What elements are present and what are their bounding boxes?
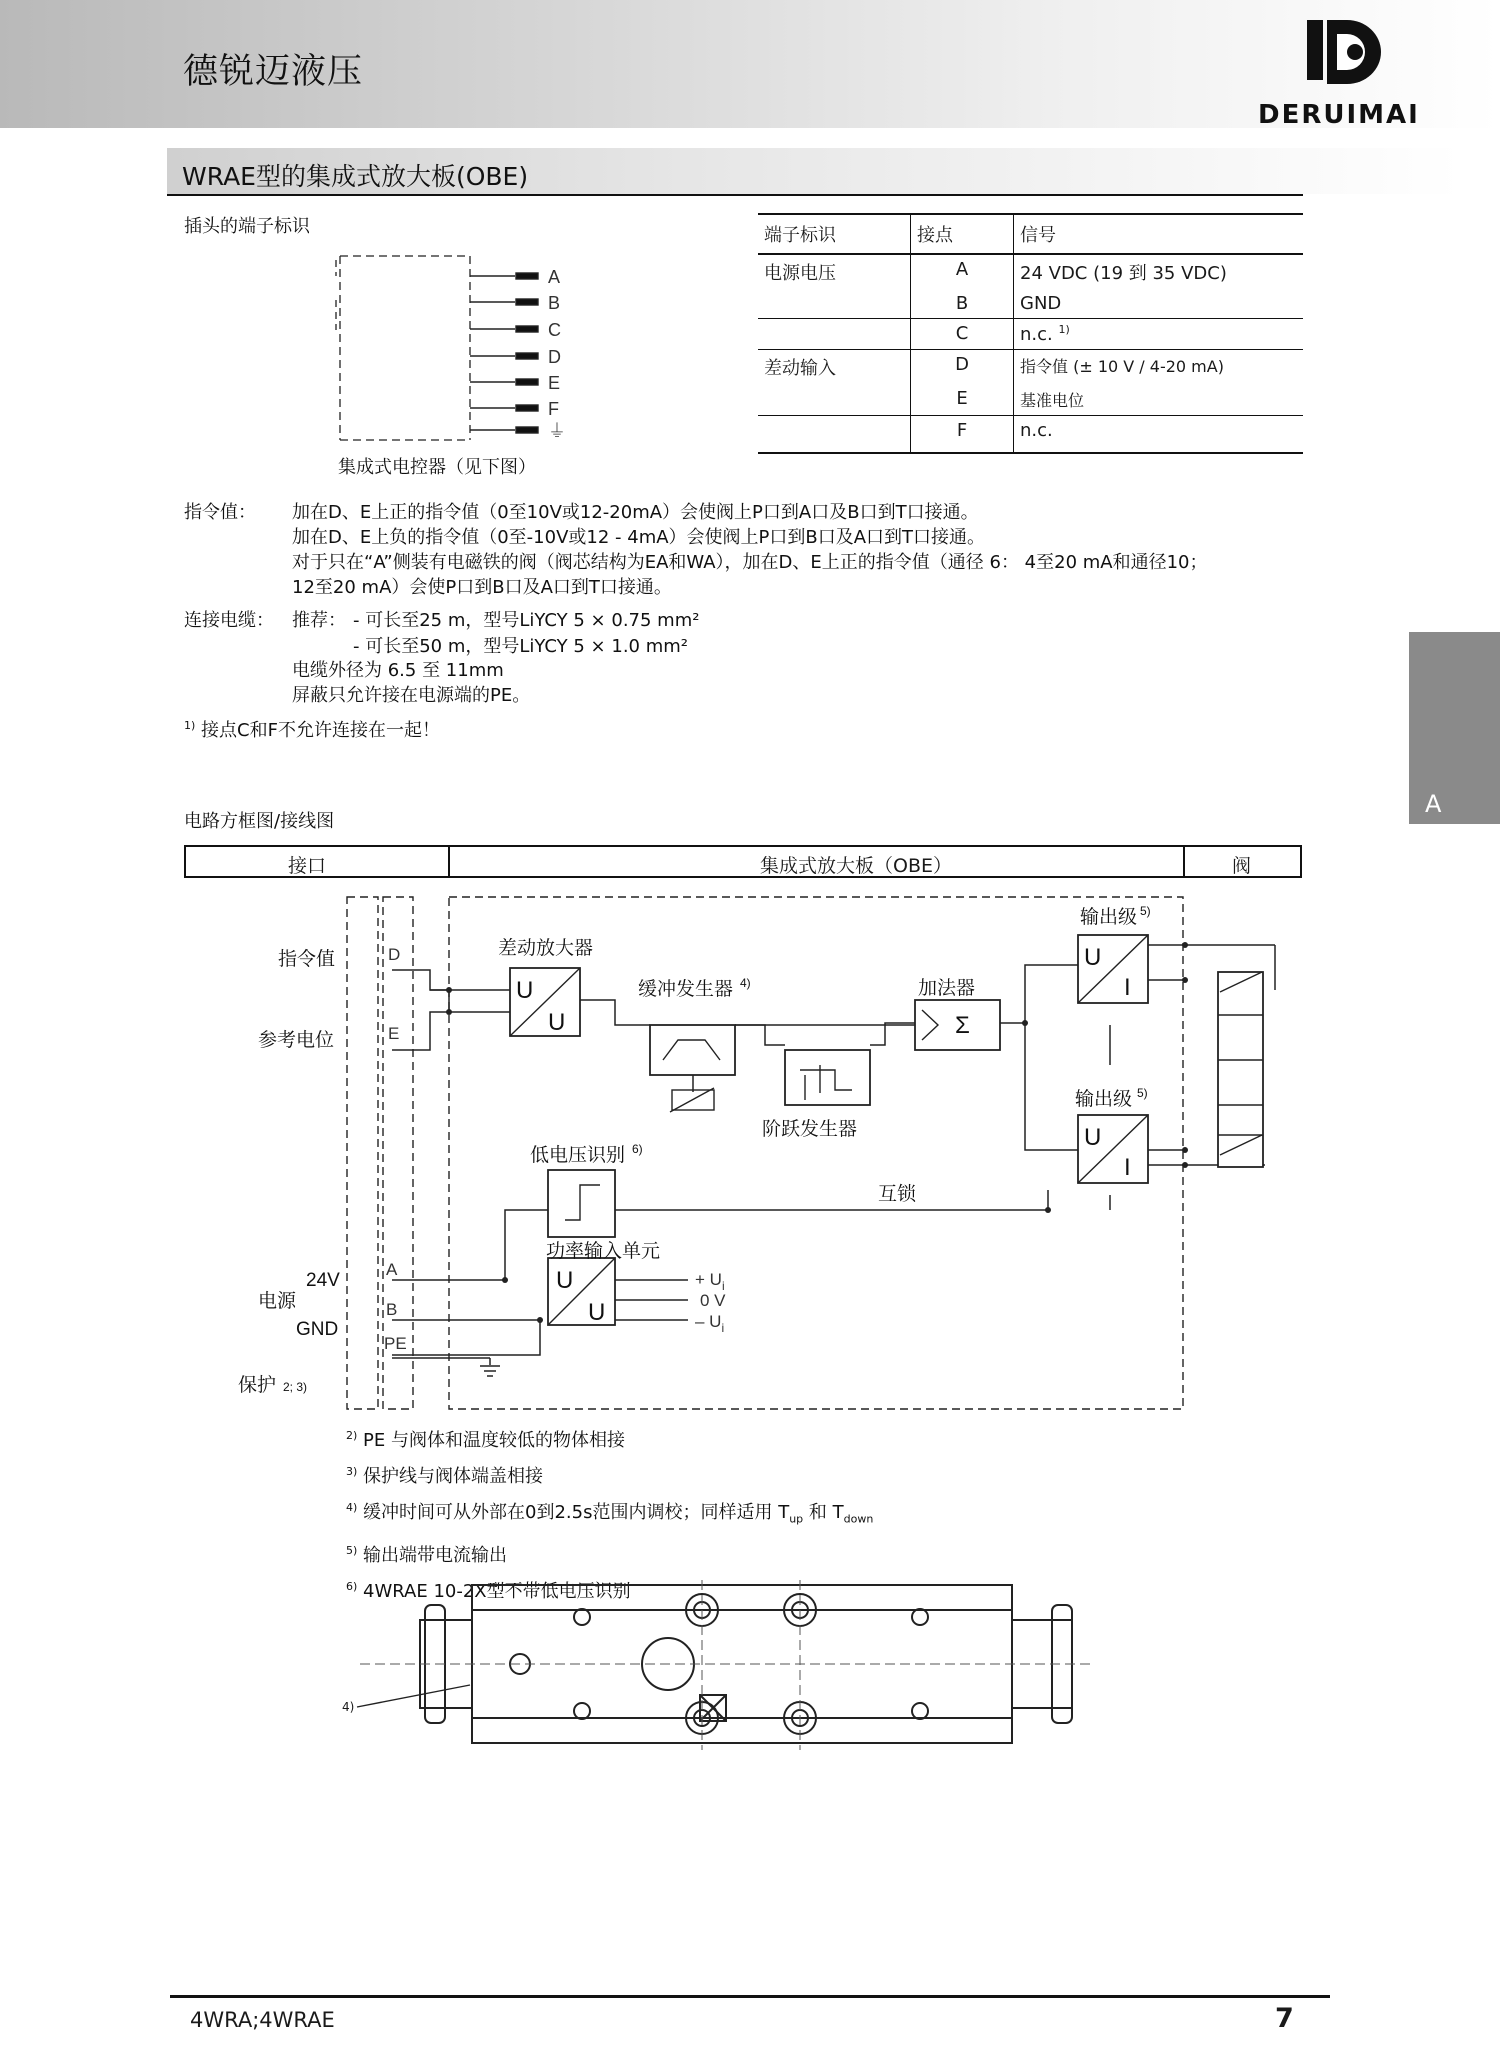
- footnote-2: $^{2)}$ PE 与阀体和温度较低的物体相接: [346, 1429, 625, 1451]
- table-row: [758, 289, 1303, 319]
- out1-i: I: [1124, 974, 1131, 1001]
- pin-ground: ⏚: [548, 421, 566, 441]
- label-gnd: GND: [296, 1319, 339, 1340]
- block-ramp: [650, 1025, 735, 1075]
- footer-rule: [170, 1995, 1330, 1998]
- block-undervolt: [548, 1170, 615, 1237]
- command-line: 加在D、E上正的指令值（0至10V或12-20mA）会使阀上P口到A口及B口到T口接通。: [292, 502, 979, 523]
- block-step: [785, 1050, 870, 1105]
- footnote-4: $^{4)}$ 缓冲时间可从外部在0到2.5s范围内调校；同样适用 $T_{up}$ 和 $T_{down}$: [346, 1501, 874, 1526]
- command-line: 12至20 mA）会使P口到B口及A口到T口接通。: [292, 577, 672, 598]
- cell-group: 电源电压: [764, 263, 836, 284]
- label-protect-sup: 2; 3): [283, 1380, 308, 1394]
- cell-signal: n.c.: [1020, 324, 1059, 345]
- col-interface: 接口: [288, 855, 327, 877]
- pin-b: B: [548, 293, 561, 313]
- label-adder: 加法器: [918, 978, 976, 999]
- col-amplifier: 集成式放大板（OBE）: [760, 855, 952, 877]
- label-interlock: 互锁: [878, 1184, 917, 1205]
- plug-heading: 插头的端子标识: [184, 216, 310, 237]
- pin-f: F: [548, 399, 559, 419]
- th-signal: 信号: [1014, 214, 1304, 254]
- cell-signal: n.c.: [1014, 416, 1304, 454]
- cell-contact: E: [911, 384, 1014, 416]
- logo-text: DERUIMAI: [1258, 100, 1420, 130]
- cell-signal: 基准电位: [1014, 384, 1304, 416]
- footer-model: 4WRA;4WRAE: [190, 2008, 335, 2032]
- header-divider: [1183, 845, 1185, 878]
- cable-line-1: - 可长至25 m，型号LiYCY 5 × 0.75 mm²: [353, 610, 700, 631]
- pin-label-a: A: [386, 1260, 398, 1279]
- section-rule: [167, 194, 1303, 196]
- label-power: 电源: [258, 1291, 297, 1312]
- label-ramp-sup: 4): [740, 976, 751, 990]
- label-plus-ui: + $U_i$: [695, 1270, 725, 1293]
- cable-recommend: 推荐：: [292, 610, 346, 631]
- valve-drawing: [320, 1575, 1100, 1775]
- footnote-6: $^{6)}$ 4WRAE 10-2X型不带低电压识别: [346, 1579, 631, 1602]
- pin-c: C: [548, 320, 561, 340]
- diagram-header-row: [184, 845, 1302, 878]
- cable-line-2: - 可长至50 m，型号LiYCY 5 × 1.0 mm²: [353, 636, 688, 657]
- footnote-5: $^{5)}$ 输出端带电流输出: [346, 1543, 508, 1566]
- pin-label-pe: PE: [384, 1334, 407, 1353]
- circuit-block-diagram: [0, 880, 1300, 1420]
- command-text: [292, 500, 1352, 600]
- table-row: [758, 384, 1303, 416]
- adder-sigma: Σ: [955, 1012, 970, 1039]
- th-contact: 接点: [911, 214, 1014, 254]
- signal-footnote-mark: 1): [1058, 323, 1070, 336]
- table-row: [758, 416, 1303, 454]
- header-divider: [448, 845, 450, 878]
- cell-group: 差动输入: [764, 358, 836, 379]
- label-0v: 0 V: [700, 1291, 726, 1310]
- command-label: 指令值：: [184, 502, 256, 523]
- cell-contact: B: [911, 289, 1014, 319]
- drawing-callout: 4): [342, 1700, 355, 1714]
- plug-caption: 集成式电控器（见下图）: [338, 457, 536, 478]
- page-number: 7: [1275, 2003, 1294, 2034]
- pin-a: A: [548, 267, 561, 287]
- terminal-table: [758, 213, 1303, 454]
- pin-label-b: B: [386, 1300, 398, 1319]
- cell-contact: F: [911, 416, 1014, 454]
- brand-name: 德锐迈液压: [183, 52, 364, 92]
- label-command: 指令值: [278, 949, 336, 970]
- out1-u: U: [1084, 944, 1102, 971]
- cable-line-3: 电缆外径为 6.5 至 11mm: [292, 660, 504, 681]
- out2-u: U: [1084, 1124, 1102, 1151]
- label-24v: 24V: [306, 1270, 340, 1291]
- label-undervolt: 低电压识别: [530, 1145, 626, 1166]
- label-diff-amp: 差动放大器: [498, 938, 594, 959]
- label-ramp: 缓冲发生器: [638, 979, 734, 1000]
- footnote-1: $^{1)}$ 接点C和F不允许连接在一起！: [184, 719, 440, 741]
- cell-signal: 24 VDC (19 到 35 VDC): [1014, 254, 1304, 289]
- th-terminal: 端子标识: [758, 214, 911, 254]
- cell-contact: C: [911, 319, 1014, 350]
- diagram-heading: 电路方框图/接线图: [184, 811, 335, 832]
- cell-group: [758, 384, 911, 416]
- out2-i: I: [1124, 1154, 1131, 1181]
- section-title: WRAE型的集成式放大板(OBE): [182, 162, 529, 191]
- label-protect: 保护: [238, 1375, 277, 1396]
- chapter-tab-label: A: [1425, 790, 1442, 818]
- col-valve: 阀: [1232, 855, 1252, 877]
- cell-group: [758, 289, 911, 319]
- pin-label-d: D: [388, 945, 401, 964]
- command-line: 加在D、E上负的指令值（0至-10V或12 - 4mA）会使阀上P口到B口及A口到T口接通。: [292, 527, 986, 548]
- pin-e: E: [548, 373, 561, 393]
- table-row: [758, 254, 1303, 289]
- cable-label: 连接电缆：: [184, 610, 274, 631]
- label-minus-ui: – $U_i$: [695, 1312, 725, 1335]
- cell-group: [758, 319, 911, 350]
- plug-diagram: [330, 250, 590, 450]
- power-u-in: U: [556, 1267, 574, 1294]
- table-row: [758, 350, 1303, 385]
- label-power-unit: 功率输入单元: [546, 1241, 661, 1262]
- label-out2-sup: 5): [1137, 1086, 1148, 1100]
- diff-amp-u-out: U: [548, 1009, 566, 1036]
- cable-line-4: 屏蔽只允许接在电源端的PE。: [292, 685, 531, 706]
- table-row: [758, 319, 1303, 350]
- footnote-3: $^{3)}$ 保护线与阀体端盖相接: [346, 1465, 544, 1487]
- label-reference: 参考电位: [258, 1030, 335, 1051]
- cell-signal: 指令值 (± 10 V / 4-20 mA): [1014, 350, 1304, 385]
- pin-label-e: E: [388, 1024, 400, 1043]
- label-undervolt-sup: 6): [632, 1142, 643, 1156]
- power-u-out: U: [588, 1299, 606, 1326]
- cell-contact: D: [911, 350, 1014, 385]
- label-out1-sup: 5): [1140, 904, 1151, 918]
- cell-contact: A: [911, 254, 1014, 289]
- label-out1: 输出级: [1080, 907, 1138, 928]
- label-step: 阶跃发生器: [762, 1119, 858, 1140]
- cell-signal: GND: [1014, 289, 1304, 319]
- chapter-tab: [1409, 632, 1500, 824]
- diff-amp-u-in: U: [516, 977, 534, 1004]
- pin-d: D: [548, 347, 561, 367]
- command-line: 对于只在“A”侧装有电磁铁的阀（阀芯结构为EA和WA），加在D、E上正的指令值（通径 6： 4至20 mA和通径10；: [292, 552, 1208, 573]
- label-out2: 输出级: [1075, 1089, 1133, 1110]
- cell-group: [758, 416, 911, 454]
